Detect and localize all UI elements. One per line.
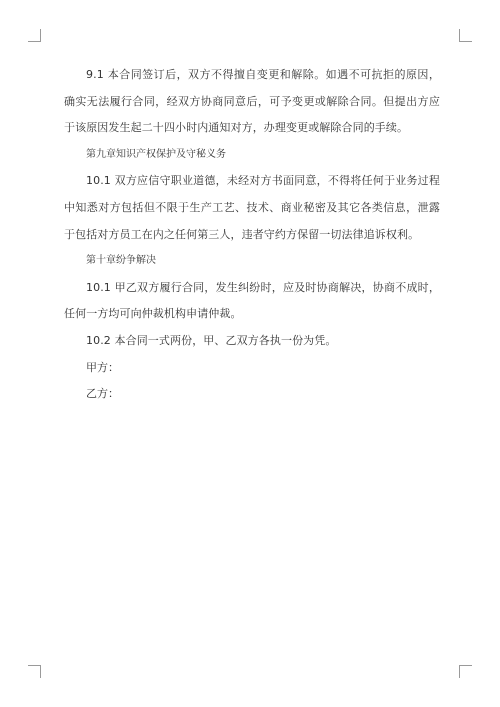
page-corner-mark-top-left (28, 29, 41, 42)
page-corner-mark-top-right (459, 29, 472, 42)
page-corner-mark-bottom-left (28, 665, 41, 678)
clause-10-1-confidentiality: 10.1 双方应信守职业道德，未经对方书面同意，不得将任何于业务过程中知悉对方包括但不限于生产工艺、技术、商业秘密及其它各类信息，泄露于包括对方员工在内之任何第三人，违者守约方保留一切法律追诉权利。 (64, 174, 440, 241)
party-b-signature: 乙方： (86, 387, 119, 401)
clause-10-2: 10.2 本合同一式两份，甲、乙双方各执一份为凭。 (86, 333, 337, 347)
clause-9-1: 9.1 本合同签订后，双方不得擅自变更和解除。如遇不可抗拒的原因，确实无法履行合同，经双方协商同意后，可予变更或解除合同。但提出方应于该原因发生起二十四小时内通知对方，办理变更或解除合同的手续。 (64, 68, 440, 135)
page-corner-mark-bottom-right (459, 665, 472, 678)
chapter-10-heading: 第十章纷争解决 (86, 255, 156, 267)
document-body (64, 62, 440, 408)
chapter-9-heading: 第九章知识产权保护及守秘义务 (86, 148, 226, 160)
clause-10-1-dispute: 10.1 甲乙双方履行合同，发生纠纷时，应及时协商解决，协商不成时，任何一方均可向仲裁机构申请仲裁。 (64, 280, 440, 321)
party-a-signature: 甲方： (86, 360, 119, 374)
